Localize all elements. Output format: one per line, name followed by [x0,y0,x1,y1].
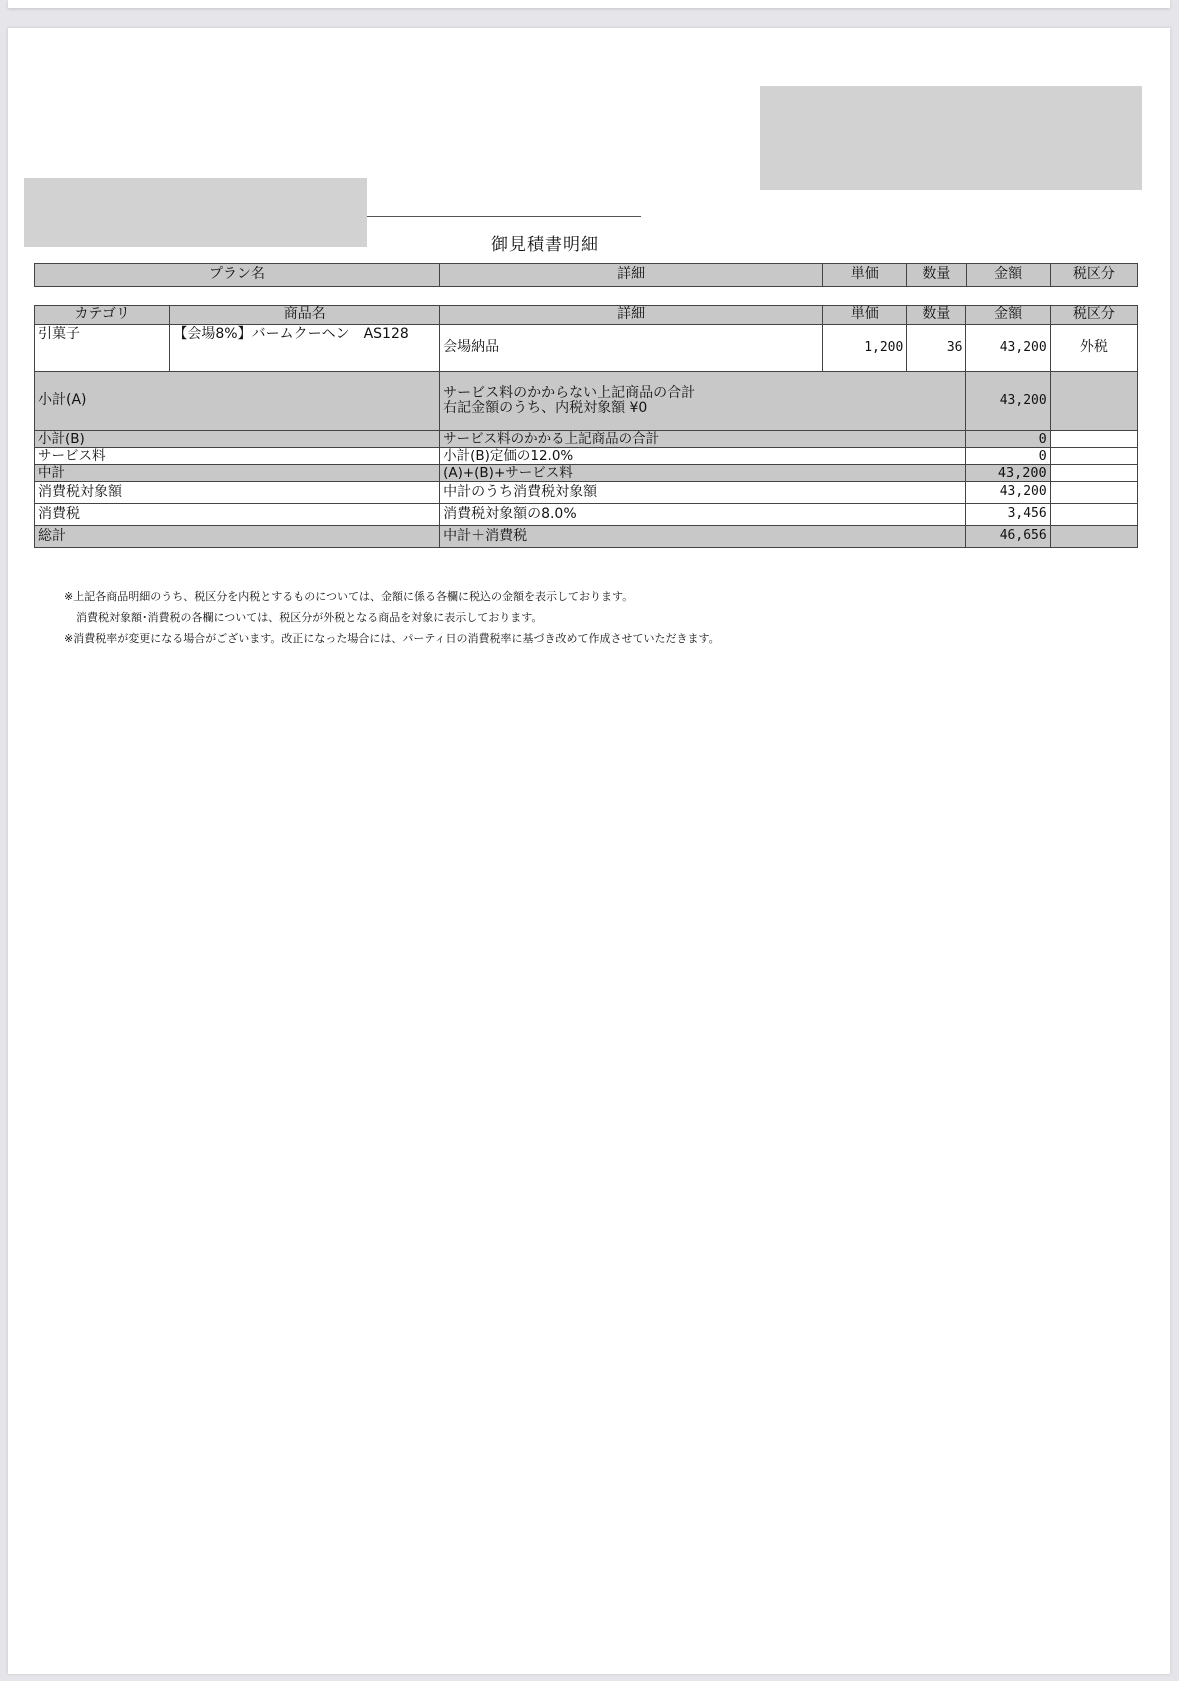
item-quantity: 36 [907,325,966,372]
header-quantity: 数量 [907,306,966,325]
previous-page-edge [8,0,1170,8]
plan-table [34,263,1138,287]
middle-total-tax-cell [1050,465,1137,482]
consumption-tax-amount: 3,456 [966,504,1050,526]
footnote-line: 消費税対象額･消費税の各欄については、税区分が外税となる商品を対象に表示しております。 [76,611,543,624]
plan-header-row [35,264,1138,287]
document-title: 御見積書明細 [491,235,599,255]
footnote-line: ※上記各商品明細のうち、税区分を内税とするものについては、金額に係る各欄に税込の金額を表示しております。 [64,590,634,603]
middle-total-label: 中計 [35,465,440,482]
header-unit-price: 単価 [823,306,907,325]
subtotal-a-detail-line: 右記金額のうち、内税対象額 ¥0 [443,400,648,416]
header-amount: 金額 [966,306,1050,325]
service-fee-amount: 0 [966,448,1050,465]
service-fee-detail: 小計(B)定価の12.0% [440,448,966,465]
grand-total-row [35,526,1138,548]
subtotal-a-tax-cell [1050,372,1137,431]
item-amount: 43,200 [966,325,1050,372]
consumption-tax-tax-cell [1050,504,1137,526]
item-product-name: 【会場8%】バームクーヘン AS128 [170,325,440,372]
service-fee-row [35,448,1138,465]
taxable-amount-label: 消費税対象額 [35,482,440,504]
item-detail: 会場納品 [440,325,823,372]
item-table [34,305,1138,548]
header-plan-name: プラン名 [35,264,440,287]
middle-total-detail: (A)+(B)+サービス料 [440,465,966,482]
item-unit-price: 1,200 [823,325,907,372]
taxable-amount-detail: 中計のうち消費税対象額 [440,482,966,504]
header-detail: 詳細 [440,306,823,325]
footnote-line: ※消費税率が変更になる場合がございます。改正になった場合には、パーティ日の消費税率に基づき改めて作成させていただきます。 [64,632,720,645]
header-tax-class: 税区分 [1050,264,1137,287]
footnotes [64,586,720,649]
header-product-name: 商品名 [170,306,440,325]
document-page [8,28,1170,1674]
header-category: カテゴリ [35,306,170,325]
item-tax-class: 外税 [1050,325,1137,372]
header-amount: 金額 [966,264,1050,287]
subtotal-b-tax-cell [1050,431,1137,448]
consumption-tax-row [35,504,1138,526]
redacted-block-header [760,86,1142,190]
header-unit-price: 単価 [823,264,907,287]
subtotal-a-detail [440,372,966,431]
header-tax-class: 税区分 [1050,306,1137,325]
subtotal-b-amount: 0 [966,431,1050,448]
subtotal-b-label: 小計(B) [35,431,440,448]
subtotal-a-label: 小計(A) [35,372,440,431]
header-detail: 詳細 [440,264,823,287]
subtotal-b-detail: サービス料のかかる上記商品の合計 [440,431,966,448]
consumption-tax-label: 消費税 [35,504,440,526]
grand-total-detail: 中計＋消費税 [440,526,966,548]
middle-total-row [35,465,1138,482]
header-quantity: 数量 [907,264,966,287]
taxable-amount-row [35,482,1138,504]
taxable-amount-value: 43,200 [966,482,1050,504]
subtotal-a-amount: 43,200 [966,372,1050,431]
grand-total-tax-cell [1050,526,1137,548]
subtotal-a-row [35,372,1138,431]
consumption-tax-detail: 消費税対象額の8.0% [440,504,966,526]
table-row [35,325,1138,372]
middle-total-amount: 43,200 [966,465,1050,482]
subtotal-a-detail-line: サービス料のかからない上記商品の合計 [443,384,696,401]
item-category: 引菓子 [35,325,170,372]
redacted-block-addressee [24,178,367,247]
service-fee-tax-cell [1050,448,1137,465]
subtotal-b-row [35,431,1138,448]
service-fee-label: サービス料 [35,448,440,465]
grand-total-label: 総計 [35,526,440,548]
grand-total-amount: 46,656 [966,526,1050,548]
item-header-row [35,306,1138,325]
addressee-underline [367,216,641,217]
taxable-amount-tax-cell [1050,482,1137,504]
